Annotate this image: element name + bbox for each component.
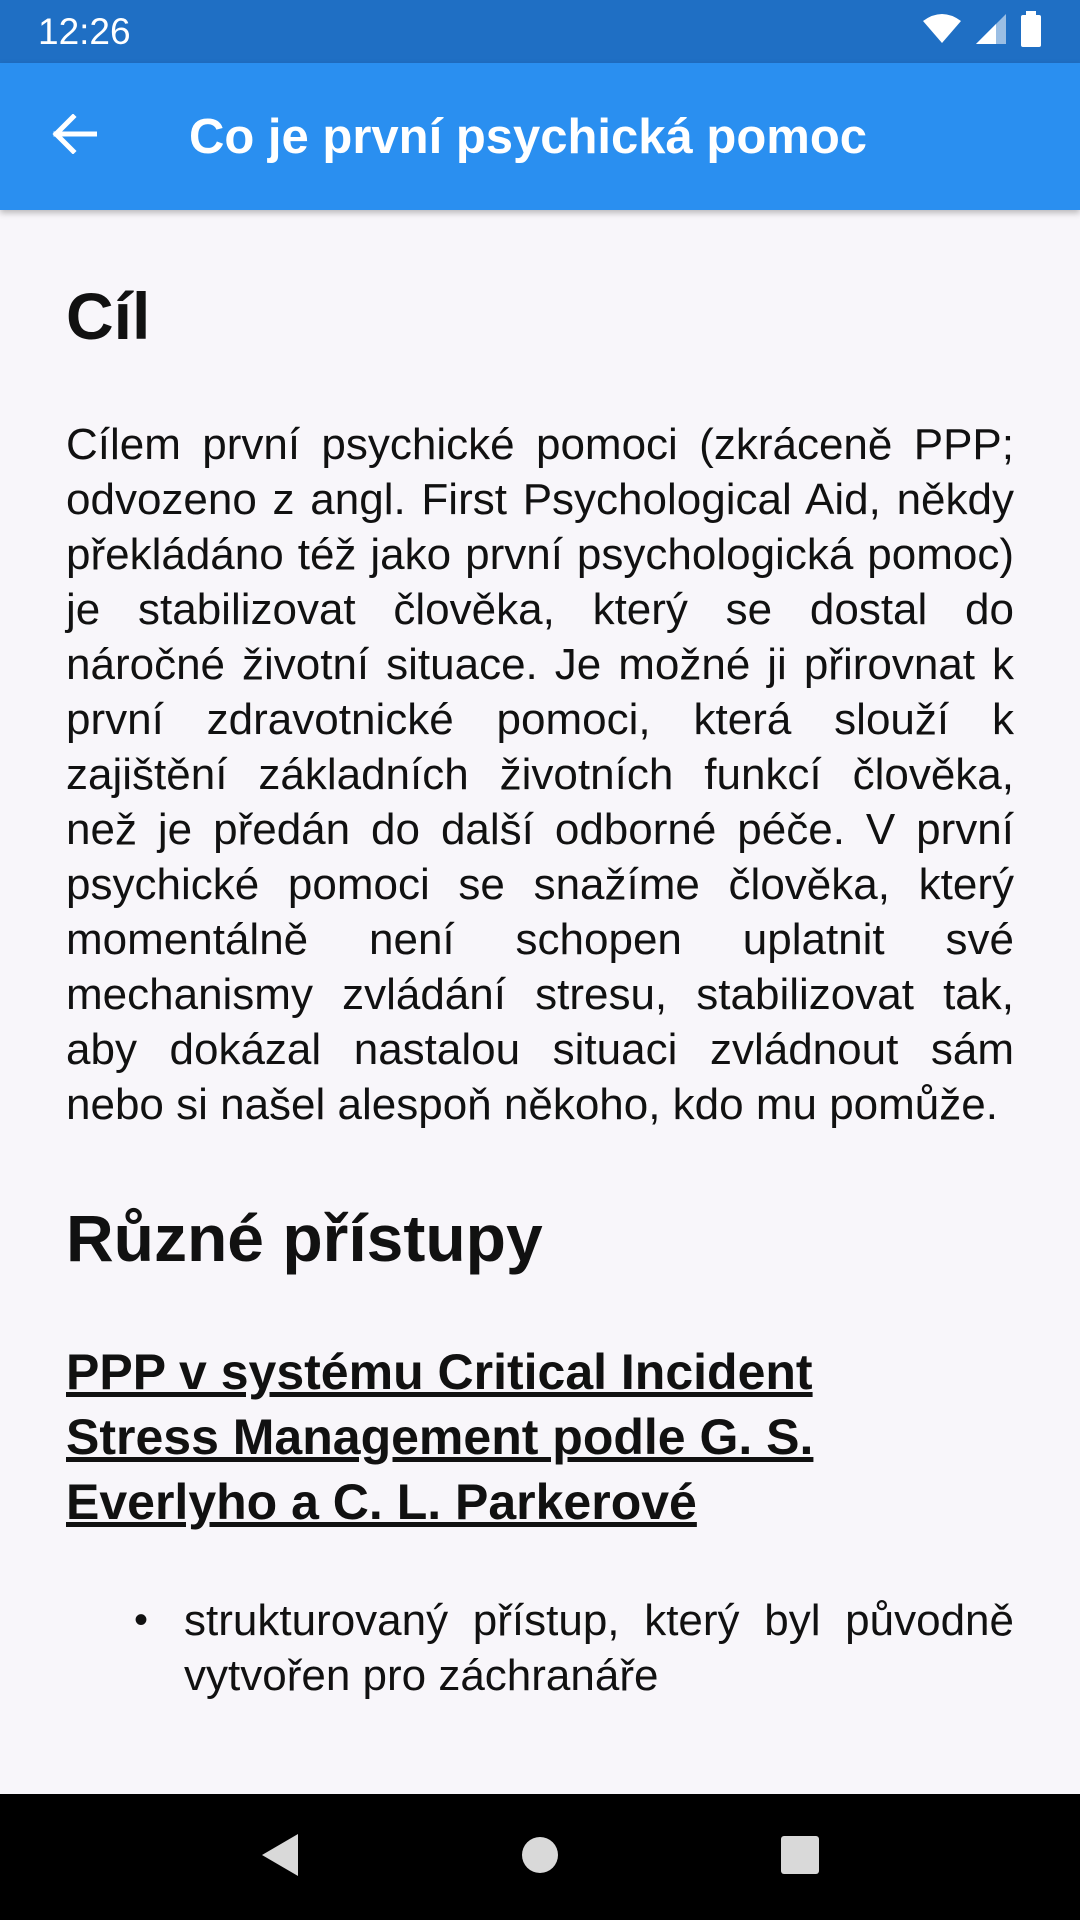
status-icons	[922, 11, 1042, 52]
heading-goal: Cíl	[66, 279, 151, 353]
status-time: 12:26	[38, 10, 131, 52]
list-item	[66, 1593, 1014, 1703]
nav-recents-icon	[780, 1835, 820, 1880]
navigation-bar	[0, 1794, 1080, 1920]
app-bar	[0, 63, 1080, 210]
article-content[interactable]	[0, 210, 1080, 1794]
arrow-back-icon	[51, 114, 97, 159]
battery-icon	[1020, 11, 1042, 52]
nav-recents-button[interactable]	[755, 1812, 845, 1902]
nav-back-button[interactable]	[235, 1812, 325, 1902]
nav-back-icon	[260, 1832, 300, 1883]
signal-icon	[974, 12, 1008, 51]
nav-home-button[interactable]	[495, 1812, 585, 1902]
back-button[interactable]	[0, 63, 147, 210]
heading-approaches: Různé přístupy	[66, 1200, 543, 1275]
page-title: Co je první psychická pomoc	[189, 109, 868, 164]
subheading-cism-link[interactable]: PPP v systému Critical Incident Stress Management podle G. S. Everlyho a C. L. Parkerové	[66, 1344, 814, 1531]
nav-home-icon	[520, 1835, 560, 1880]
list-item-text: strukturovaný přístup, který byl původně vytvořen pro záchranáře	[184, 1596, 1014, 1701]
bullet-list	[66, 1593, 1014, 1703]
bullet-dot: •	[134, 1598, 149, 1643]
wifi-icon	[922, 13, 962, 50]
status-bar	[0, 0, 1080, 63]
paragraph-goal: Cílem první psychické pomoci (zkráceně PPP; odvozeno z angl. First Psychological Aid, někdy překládáno též jako první psychologická pomoc) je stabilizovat člověka, který se dostal do náročné životní situace. Je možné ji přirovnat k první zdravotnické pomoci, která slouží k zajištění základních životních funkcí člověka, než je předán do další odborné péče. V první psychické pomoci se snažíme člověka, který momentálně není schopen uplatnit své mechanismy zvládání stresu, stabilizovat tak, aby dokázal nastalou situaci zvládnout sám nebo si našel alespoň někoho, kdo mu pomůže.	[66, 419, 1014, 1129]
